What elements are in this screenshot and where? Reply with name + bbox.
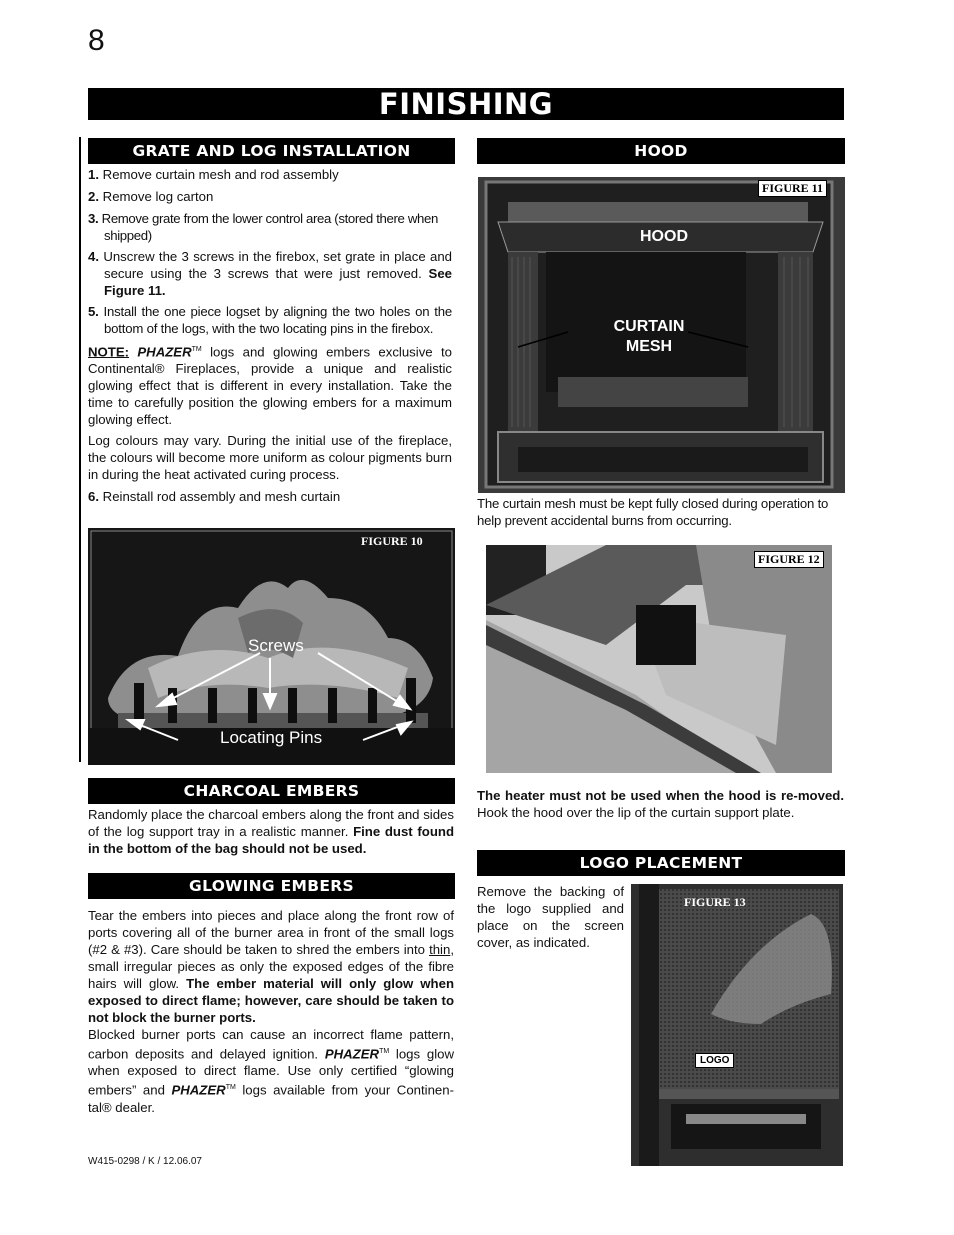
hood-caption: The curtain mesh must be kept fully closed during operation to help prevent accidental burns from occurring. [477, 496, 829, 528]
note-paragraph: NOTE: PHAZER™ logs and glowing embers exclusive to Continental® Fireplaces, provide a unique and realistic glowing effect that is different in every installation. Take the time to carefully position the glowing embers for a maximum glowing effect. [88, 344, 452, 428]
step-3: 3. Remove grate from the lower control area (stored there when shipped) [88, 211, 438, 243]
locating-pins-label: Locating Pins [220, 728, 323, 747]
figure-13-label: FIGURE 13 [684, 895, 746, 909]
figure-11-label: FIGURE 11 [758, 180, 827, 197]
step-6: 6. Reinstall rod assembly and mesh curtain [88, 489, 341, 505]
glowing-paragraph-1: Tear the embers into pieces and place along the front row of ports covering all of the burner area in front of the small logs (#2 & #3). Care should be taken to shred the embers into thin, small irregular pieces as only the exposed edges of the fibre hairs will glow. The ember material will only glow when exposed to direct flame; however, care should be taken to not block the burner ports. [88, 908, 455, 1025]
log-colours-paragraph: Log colours may vary. During the initial use of the fireplace, the colours will become more uniform as colour pigments burn in during the heat activated curing process. [88, 433, 452, 483]
step-5: 5. Install the one piece logset by aligning the two holes on the bottom of the logs, with the two locating pins in the firebox. [88, 304, 452, 336]
logo-paragraph: Remove the backing of the logo supplied and place on the screen cover, as indicated. [477, 884, 624, 950]
hood-warning: The heater must not be used when the hood is re-moved. Hook the hood over the lip of the curtain support plate. [477, 788, 844, 820]
curtain-label: CURTAIN [613, 318, 685, 335]
page-title: FINISHING [88, 88, 844, 120]
logo-heading: LOGO PLACEMENT [477, 850, 845, 876]
page-number: 8 [88, 24, 105, 57]
mesh-label: MESH [625, 338, 673, 355]
document-footer: W415-0298 / K / 12.06.07 [88, 1156, 202, 1167]
screws-label: Screws [248, 636, 304, 655]
figure-10-photo [88, 528, 455, 765]
glowing-heading: GLOWING EMBERS [88, 873, 455, 899]
step-2: 2. Remove log carton [88, 189, 214, 204]
step-1: 1. Remove curtain mesh and rod assembly [88, 167, 339, 182]
glowing-text [88, 907, 454, 1116]
figure-12-photo [486, 545, 832, 773]
figure-12-label: FIGURE 12 [754, 551, 824, 568]
charcoal-heading: CHARCOAL EMBERS [88, 778, 455, 804]
screen-logo-illustration [631, 884, 843, 1166]
figure-11-photo [478, 177, 845, 493]
figure-13-photo [631, 884, 843, 1166]
step-4: 4. Unscrew the 3 screws in the firebox, set grate in place and secure using the 3 screws that were just removed. See Figure 11. [88, 249, 452, 298]
charcoal-paragraph: Randomly place the charcoal embers along the front and sides of the log support tray in a realistic manner. Fine dust found in the bottom of the bag should not be used. [88, 807, 455, 856]
hood-label: HOOD [640, 228, 688, 245]
grate-steps [88, 166, 452, 505]
curtain-mesh-label [600, 317, 698, 357]
glowing-paragraph-2: Blocked burner ports can cause an incorrect flame pattern, carbon deposits and delayed ignition. PHAZER™ logs glow when exposed to direct flame. Use only certified “glowing embers” and PHAZER™ logs available from your Continen-tal® dealer. [88, 1027, 454, 1115]
revision-bar [79, 137, 81, 762]
figure-10-label: FIGURE 10 [361, 534, 423, 548]
logo-badge: LOGO [695, 1053, 734, 1068]
hood-heading: HOOD [477, 138, 845, 164]
grate-heading: GRATE AND LOG INSTALLATION [88, 138, 455, 164]
hood-lip-illustration [486, 545, 832, 773]
